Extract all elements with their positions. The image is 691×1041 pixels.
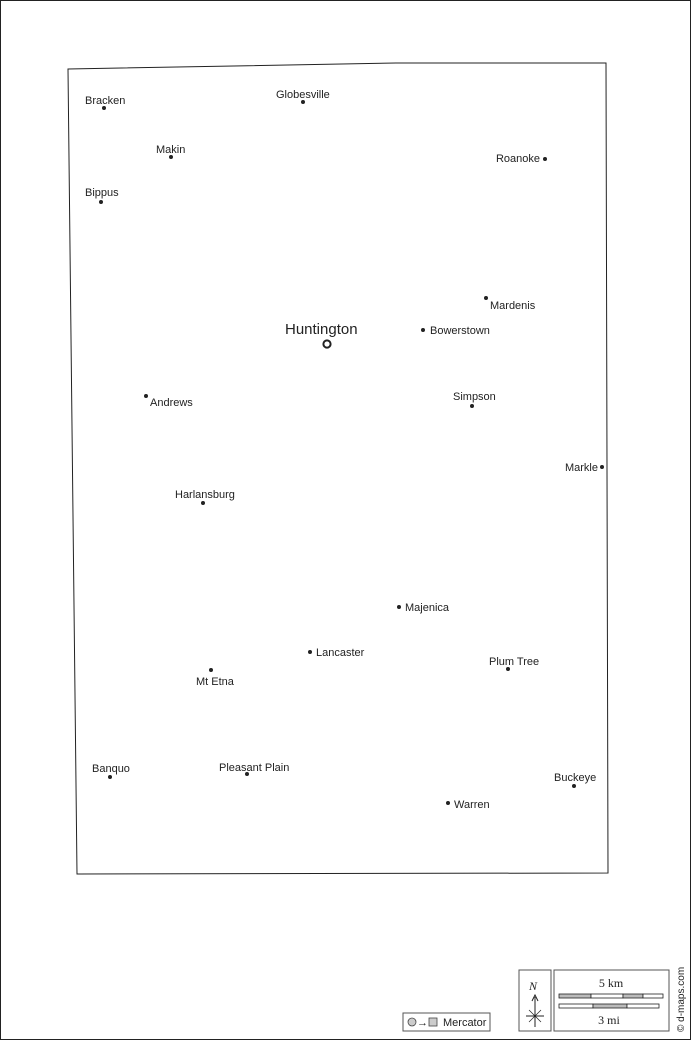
scale-bar <box>554 970 669 1031</box>
place-label: Bracken <box>85 95 126 107</box>
place <box>397 602 450 614</box>
place-label: Simpson <box>453 391 496 403</box>
scale-mi-seg-2 <box>593 1004 627 1008</box>
place <box>565 462 604 474</box>
place-dot <box>470 404 474 408</box>
county-seat <box>285 321 358 348</box>
place-dot <box>209 668 213 672</box>
county-seat-label: Huntington <box>285 321 358 338</box>
place <box>219 762 289 776</box>
globe-icon <box>408 1018 416 1026</box>
county-map <box>1 1 691 1041</box>
place <box>496 153 547 165</box>
place <box>144 394 193 409</box>
scale-mi-label: 3 mi <box>598 1013 620 1027</box>
place-dot <box>308 650 312 654</box>
place-label: Warren <box>454 799 490 811</box>
place-label: Globesville <box>276 89 330 101</box>
place <box>156 144 185 159</box>
place-label: Roanoke <box>495 153 540 165</box>
place-dot <box>543 157 547 161</box>
arrow-icon: → <box>417 1017 428 1029</box>
place-label: Banquo <box>92 763 130 775</box>
place <box>92 763 130 779</box>
place-dot <box>397 605 401 609</box>
county-seat-marker <box>323 340 330 347</box>
north-arrow <box>519 970 551 1031</box>
scale-km-seg-3 <box>623 994 643 998</box>
scale-km-seg-2 <box>591 994 623 998</box>
credit-label: © d-maps.com <box>676 966 687 1032</box>
scale-mi-seg-1 <box>559 1004 593 1008</box>
place <box>453 391 496 408</box>
projection-label: Mercator <box>443 1017 487 1029</box>
place <box>484 296 536 312</box>
place-label: Andrews <box>150 397 193 409</box>
place-label: Majenica <box>405 602 450 614</box>
place-label: Bowerstown <box>430 325 490 337</box>
place-dot <box>144 394 148 398</box>
place-dot <box>600 465 604 469</box>
place-dot <box>201 501 205 505</box>
place-dot <box>484 296 488 300</box>
place-label: Buckeye <box>554 772 597 784</box>
place-label: Mt Etna <box>196 676 234 688</box>
scale-km-seg-4 <box>643 994 663 998</box>
place-label: Harlansburg <box>175 489 235 501</box>
projection-box <box>403 1013 490 1031</box>
place <box>85 187 119 204</box>
place <box>489 656 539 671</box>
county-boundary <box>68 63 608 874</box>
place <box>175 489 235 505</box>
place <box>196 668 235 688</box>
place-label: Bippus <box>85 187 119 199</box>
place <box>85 95 125 110</box>
scale-mi-seg-3 <box>627 1004 659 1008</box>
scale-km-label: 5 km <box>598 976 624 990</box>
place-dot <box>108 775 112 779</box>
place <box>421 325 490 337</box>
place-label: Pleasant Plain <box>219 762 290 774</box>
place-dot <box>446 801 450 805</box>
place-dot <box>99 200 103 204</box>
place-label: Lancaster <box>316 647 365 659</box>
flat-map-icon <box>429 1018 437 1026</box>
place-label: Mardenis <box>490 300 536 312</box>
place-dot <box>421 328 425 332</box>
place-label: Plum Tree <box>489 656 540 668</box>
scale-km-seg-1 <box>559 994 591 998</box>
place <box>554 772 596 788</box>
place <box>446 799 490 811</box>
place-label: Markle <box>564 462 598 474</box>
place <box>308 647 365 659</box>
place-label: Makin <box>156 144 186 156</box>
place <box>276 89 330 104</box>
place-dot <box>572 784 576 788</box>
north-label: N <box>529 979 538 993</box>
